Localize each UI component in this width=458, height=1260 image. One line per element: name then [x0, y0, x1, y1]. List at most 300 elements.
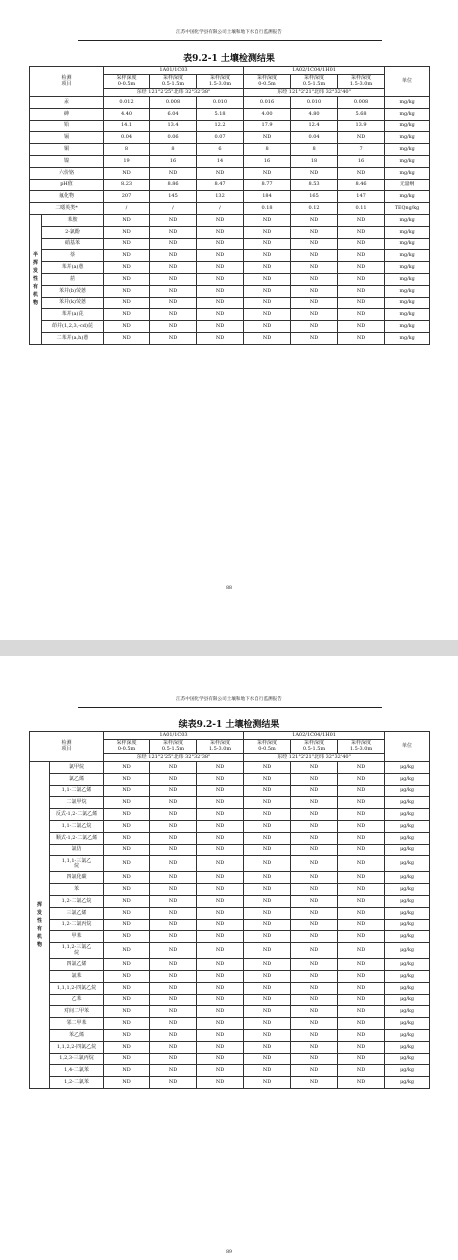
point-2-header: 1A02/1C04/1H01	[244, 732, 385, 740]
result-value: ND	[338, 762, 385, 774]
result-value: ND	[338, 844, 385, 856]
result-value: ND	[150, 1077, 197, 1089]
result-value: ND	[104, 797, 150, 809]
result-value: ND	[150, 809, 197, 821]
table-row	[30, 884, 430, 896]
table-row	[30, 970, 430, 982]
result-value: ND	[150, 931, 197, 943]
unit-value: mg/kg	[385, 332, 430, 344]
unit-value: mg/kg	[385, 226, 430, 238]
table-row	[30, 238, 430, 250]
result-value: ND	[291, 297, 338, 309]
result-value: ND	[104, 762, 150, 774]
result-value: ND	[338, 1053, 385, 1065]
soil-results-table-continued	[29, 731, 430, 1089]
depth-header: 采样深度 0.5-1.5m	[150, 740, 197, 754]
result-value: ND	[197, 214, 244, 226]
result-value: ND	[338, 907, 385, 919]
unit-value: μg/kg	[385, 931, 430, 943]
table-row	[30, 297, 430, 309]
result-value: 18	[291, 155, 338, 167]
analyte-name: 四氯化碳	[50, 872, 104, 884]
result-value: ND	[104, 1006, 150, 1018]
result-value: ND	[291, 872, 338, 884]
result-value: ND	[197, 982, 244, 994]
result-value: ND	[244, 250, 291, 262]
analyte-name: 䓛	[42, 273, 104, 285]
result-value: ND	[150, 970, 197, 982]
result-value: ND	[244, 273, 291, 285]
result-value: ND	[197, 1065, 244, 1077]
table-row	[30, 872, 430, 884]
result-value: ND	[197, 297, 244, 309]
table-row	[30, 191, 430, 203]
table-row	[30, 262, 430, 274]
result-value: ND	[244, 895, 291, 907]
analyte-name: 萘	[42, 250, 104, 262]
result-value: ND	[338, 273, 385, 285]
result-value: ND	[291, 309, 338, 321]
result-value: ND	[291, 785, 338, 797]
result-value: ND	[104, 1029, 150, 1041]
result-value: 4.40	[104, 108, 150, 120]
point-1-header: 1A01/1C03	[104, 732, 244, 740]
unit-value: 无量纲	[385, 179, 430, 191]
result-value: ND	[338, 309, 385, 321]
result-value: 6	[197, 144, 244, 156]
result-value: ND	[104, 332, 150, 344]
result-value: ND	[338, 1018, 385, 1030]
table-row	[30, 762, 430, 774]
result-value: ND	[244, 226, 291, 238]
unit-value: μg/kg	[385, 907, 430, 919]
result-value: ND	[197, 321, 244, 333]
result-value: 132	[197, 191, 244, 203]
result-value: 14.1	[104, 120, 150, 132]
result-value: ND	[104, 982, 150, 994]
result-value: ND	[104, 262, 150, 274]
unit-value: μg/kg	[385, 1041, 430, 1053]
result-value: ND	[150, 1029, 197, 1041]
table-row	[30, 797, 430, 809]
result-value: ND	[291, 919, 338, 931]
analyte-name: 苯并(a)芘	[42, 309, 104, 321]
result-value: ND	[338, 1041, 385, 1053]
result-value: ND	[244, 919, 291, 931]
result-value: ND	[291, 982, 338, 994]
unit-value: mg/kg	[385, 132, 430, 144]
result-value: ND	[150, 332, 197, 344]
result-value: ND	[197, 309, 244, 321]
table-row	[30, 959, 430, 971]
result-value: 0.07	[197, 132, 244, 144]
unit-value: μg/kg	[385, 884, 430, 896]
result-value: ND	[244, 982, 291, 994]
unit-value: μg/kg	[385, 1077, 430, 1089]
result-value: 0.010	[291, 97, 338, 109]
unit-value: mg/kg	[385, 238, 430, 250]
result-value: ND	[104, 931, 150, 943]
result-value: 6.04	[150, 108, 197, 120]
analyte-name: 1,2-二氯苯	[50, 1077, 104, 1089]
result-value: ND	[104, 1041, 150, 1053]
header-row	[30, 67, 430, 75]
analyte-name: 铜	[30, 144, 104, 156]
result-value: ND	[244, 132, 291, 144]
table-row	[30, 97, 430, 109]
result-value: ND	[104, 1065, 150, 1077]
analyte-name: 氯仿	[50, 844, 104, 856]
result-value: 0.06	[150, 132, 197, 144]
result-value: 8	[291, 144, 338, 156]
result-value: ND	[244, 762, 291, 774]
result-value: ND	[338, 919, 385, 931]
result-value: ND	[104, 820, 150, 832]
result-value: ND	[197, 994, 244, 1006]
result-value: ND	[338, 321, 385, 333]
result-value: ND	[291, 1018, 338, 1030]
analyte-name: 1,2-二氯乙烷	[50, 895, 104, 907]
table-row	[30, 907, 430, 919]
result-value: ND	[291, 238, 338, 250]
result-value: ND	[291, 820, 338, 832]
result-value: ND	[197, 1053, 244, 1065]
header-rule	[78, 40, 382, 41]
table-row	[30, 1006, 430, 1018]
result-value: ND	[244, 797, 291, 809]
analyte-name: 1,4-二氯苯	[50, 1065, 104, 1077]
analyte-name: 苯并(a)蒽	[42, 262, 104, 274]
unit-value: μg/kg	[385, 982, 430, 994]
result-value: /	[104, 203, 150, 215]
result-value: ND	[338, 832, 385, 844]
result-value: ND	[104, 167, 150, 179]
table-row	[30, 214, 430, 226]
unit-value: mg/kg	[385, 214, 430, 226]
result-value: ND	[104, 773, 150, 785]
result-value: ND	[197, 1029, 244, 1041]
result-value: ND	[244, 872, 291, 884]
result-value: ND	[244, 820, 291, 832]
result-value: ND	[197, 809, 244, 821]
result-value: 0.04	[104, 132, 150, 144]
result-value: ND	[338, 809, 385, 821]
result-value: ND	[244, 214, 291, 226]
result-value: ND	[197, 844, 244, 856]
result-value: 0.012	[104, 97, 150, 109]
analyte-name: 1,1,2,2-四氯乙烷	[50, 1041, 104, 1053]
table-row	[30, 203, 430, 215]
result-value: 8.46	[338, 179, 385, 191]
result-value: ND	[291, 773, 338, 785]
coord-2: 东经 121°2'21"北纬 32°32'40"	[244, 754, 385, 762]
result-value: ND	[291, 931, 338, 943]
table-row	[30, 844, 430, 856]
result-value: ND	[104, 809, 150, 821]
result-value: ND	[197, 943, 244, 959]
result-value: ND	[150, 309, 197, 321]
result-value: ND	[104, 785, 150, 797]
result-value: ND	[338, 250, 385, 262]
result-value: ND	[197, 907, 244, 919]
unit-header: 单位	[385, 732, 430, 762]
analyte-name: 茚并(1,2,3,-cd)芘	[42, 321, 104, 333]
result-value: 184	[244, 191, 291, 203]
result-value: ND	[197, 332, 244, 344]
result-value: ND	[244, 907, 291, 919]
point-2-header: 1A02/1C04/1H01	[244, 67, 385, 75]
result-value: ND	[150, 844, 197, 856]
depth-header: 采样深度 1.5-3.0m	[197, 740, 244, 754]
result-value: ND	[244, 309, 291, 321]
table-row	[30, 309, 430, 321]
result-value: ND	[291, 856, 338, 872]
result-value: ND	[291, 167, 338, 179]
unit-value: mg/kg	[385, 167, 430, 179]
result-value: ND	[291, 321, 338, 333]
result-value: ND	[150, 226, 197, 238]
unit-value: mg/kg	[385, 144, 430, 156]
result-value: ND	[338, 297, 385, 309]
result-value: 12.4	[291, 120, 338, 132]
analyte-name: 对间二甲苯	[50, 1006, 104, 1018]
result-value: ND	[244, 970, 291, 982]
result-value: ND	[150, 943, 197, 959]
item-header: 检测 项目	[30, 67, 104, 97]
result-value: ND	[197, 1018, 244, 1030]
result-value: 145	[150, 191, 197, 203]
analyte-name: 2-氯酚	[42, 226, 104, 238]
result-value: ND	[150, 1065, 197, 1077]
result-value: ND	[338, 214, 385, 226]
result-value: ND	[104, 919, 150, 931]
result-value: ND	[338, 332, 385, 344]
analyte-name: 1,1-二氯乙烷	[50, 820, 104, 832]
analyte-name: 砷	[30, 108, 104, 120]
result-value: ND	[244, 884, 291, 896]
result-value: ND	[197, 856, 244, 872]
result-value: ND	[150, 238, 197, 250]
table-row	[30, 1041, 430, 1053]
table-row	[30, 994, 430, 1006]
result-value: ND	[244, 844, 291, 856]
result-value: ND	[244, 809, 291, 821]
page-number: 88	[226, 586, 232, 591]
result-value: ND	[244, 1018, 291, 1030]
result-value: ND	[104, 297, 150, 309]
unit-value: μg/kg	[385, 994, 430, 1006]
analyte-name: 苯并(b)荧蒽	[42, 285, 104, 297]
unit-value: μg/kg	[385, 1065, 430, 1077]
analyte-name: 苯乙烯	[50, 1029, 104, 1041]
result-value: 8	[104, 144, 150, 156]
depth-header: 采样深度 0-0.5m	[104, 740, 150, 754]
unit-value: μg/kg	[385, 856, 430, 872]
unit-value: mg/kg	[385, 191, 430, 203]
unit-value: μg/kg	[385, 943, 430, 959]
result-value: 8.86	[150, 179, 197, 191]
result-value: ND	[338, 1077, 385, 1089]
result-value: ND	[197, 872, 244, 884]
result-value: ND	[104, 309, 150, 321]
result-value: ND	[104, 856, 150, 872]
result-value: ND	[291, 214, 338, 226]
result-value: 0.18	[244, 203, 291, 215]
header-row	[30, 732, 430, 740]
result-value: ND	[150, 250, 197, 262]
result-value: ND	[291, 797, 338, 809]
unit-value: μg/kg	[385, 844, 430, 856]
unit-value: μg/kg	[385, 872, 430, 884]
analyte-name: pH值	[30, 179, 104, 191]
analyte-name: 硝基苯	[42, 238, 104, 250]
result-value: ND	[291, 1053, 338, 1065]
result-value: ND	[104, 844, 150, 856]
unit-header: 单位	[385, 67, 430, 97]
result-value: ND	[104, 1018, 150, 1030]
result-value: ND	[338, 167, 385, 179]
table-row	[30, 332, 430, 344]
result-value: /	[150, 203, 197, 215]
unit-value: mg/kg	[385, 297, 430, 309]
result-value: ND	[291, 1006, 338, 1018]
result-value: 16	[338, 155, 385, 167]
result-value: ND	[197, 773, 244, 785]
result-value: ND	[291, 285, 338, 297]
result-value: ND	[291, 250, 338, 262]
coord-1: 东经 121°2'25"北纬 32°32'38"	[104, 89, 244, 97]
result-value: ND	[338, 856, 385, 872]
soil-results-table	[29, 66, 430, 345]
result-value: ND	[291, 1077, 338, 1089]
table-row	[30, 1065, 430, 1077]
result-value: ND	[104, 285, 150, 297]
result-value: ND	[338, 931, 385, 943]
result-value: ND	[150, 856, 197, 872]
page-number: 89	[226, 1250, 232, 1255]
result-value: ND	[150, 214, 197, 226]
result-value: ND	[244, 262, 291, 274]
result-value: ND	[338, 285, 385, 297]
result-value: ND	[104, 959, 150, 971]
table-row	[30, 919, 430, 931]
result-value: 165	[291, 191, 338, 203]
unit-value: μg/kg	[385, 832, 430, 844]
result-value: ND	[291, 970, 338, 982]
table-row	[30, 895, 430, 907]
result-value: ND	[244, 321, 291, 333]
header-rule	[78, 707, 382, 708]
item-header: 检测 项目	[30, 732, 104, 762]
unit-value: μg/kg	[385, 797, 430, 809]
result-value: ND	[104, 250, 150, 262]
depth-header: 采样深度 0-0.5m	[244, 75, 291, 89]
analyte-name: 氟化物	[30, 191, 104, 203]
result-value: ND	[197, 167, 244, 179]
result-value: ND	[244, 943, 291, 959]
result-value: ND	[244, 167, 291, 179]
result-value: ND	[104, 226, 150, 238]
unit-value: mg/kg	[385, 108, 430, 120]
result-value: ND	[338, 943, 385, 959]
result-value: 14	[197, 155, 244, 167]
result-value: 0.016	[244, 97, 291, 109]
result-value: ND	[150, 762, 197, 774]
result-value: ND	[244, 959, 291, 971]
result-value: ND	[150, 1041, 197, 1053]
result-value: ND	[244, 1029, 291, 1041]
result-value: ND	[244, 856, 291, 872]
result-value: ND	[104, 872, 150, 884]
unit-value: μg/kg	[385, 970, 430, 982]
unit-value: μg/kg	[385, 773, 430, 785]
table-row	[30, 285, 430, 297]
result-value: ND	[338, 797, 385, 809]
result-value: ND	[197, 919, 244, 931]
analyte-name: 苯胺	[42, 214, 104, 226]
result-value: ND	[197, 832, 244, 844]
analyte-name: 二氯甲烷	[50, 797, 104, 809]
result-value: 0.008	[150, 97, 197, 109]
unit-value: mg/kg	[385, 250, 430, 262]
table-row	[30, 931, 430, 943]
unit-value: μg/kg	[385, 1053, 430, 1065]
result-value: 0.12	[291, 203, 338, 215]
result-value: /	[197, 203, 244, 215]
coord-2: 东经 121°2'21"北纬 32°32'40"	[244, 89, 385, 97]
result-value: 8	[150, 144, 197, 156]
analyte-name: 氯乙烯	[50, 773, 104, 785]
analyte-name: 1,1,1-三氯乙 烷	[50, 856, 104, 872]
analyte-name: 镍	[30, 155, 104, 167]
result-value: ND	[338, 959, 385, 971]
result-value: ND	[150, 994, 197, 1006]
analyte-name: 苯	[50, 884, 104, 896]
result-value: ND	[338, 226, 385, 238]
result-value: ND	[338, 785, 385, 797]
depth-header: 采样深度 0.5-1.5m	[291, 75, 338, 89]
depth-header: 采样深度 1.5-3.0m	[338, 75, 385, 89]
unit-value: mg/kg	[385, 155, 430, 167]
result-value: ND	[104, 832, 150, 844]
result-value: ND	[291, 907, 338, 919]
result-value: ND	[338, 970, 385, 982]
voc-group-label: 挥 发 性 有 机 物	[30, 762, 50, 1089]
table-title: 续表9.2-1 土壤检测结果	[178, 720, 280, 730]
result-value: ND	[150, 773, 197, 785]
result-value: ND	[104, 884, 150, 896]
result-value: ND	[197, 238, 244, 250]
result-value: 5.68	[338, 108, 385, 120]
unit-value: μg/kg	[385, 820, 430, 832]
page-header: 江苏中国化学县有限公司土壤和地下水自行监测报告	[176, 30, 282, 35]
result-value: ND	[150, 895, 197, 907]
unit-value: μg/kg	[385, 809, 430, 821]
table-row	[30, 144, 430, 156]
analyte-name: 三氯乙烯	[50, 907, 104, 919]
result-value: ND	[338, 238, 385, 250]
result-value: ND	[197, 226, 244, 238]
analyte-name: 镉	[30, 132, 104, 144]
result-value: ND	[104, 895, 150, 907]
result-value: ND	[291, 1029, 338, 1041]
depth-header: 采样深度 1.5-3.0m	[197, 75, 244, 89]
result-value: 13.9	[338, 120, 385, 132]
result-value: ND	[150, 1006, 197, 1018]
result-value: ND	[291, 262, 338, 274]
result-value: ND	[150, 273, 197, 285]
depth-header: 采样深度 0.5-1.5m	[150, 75, 197, 89]
